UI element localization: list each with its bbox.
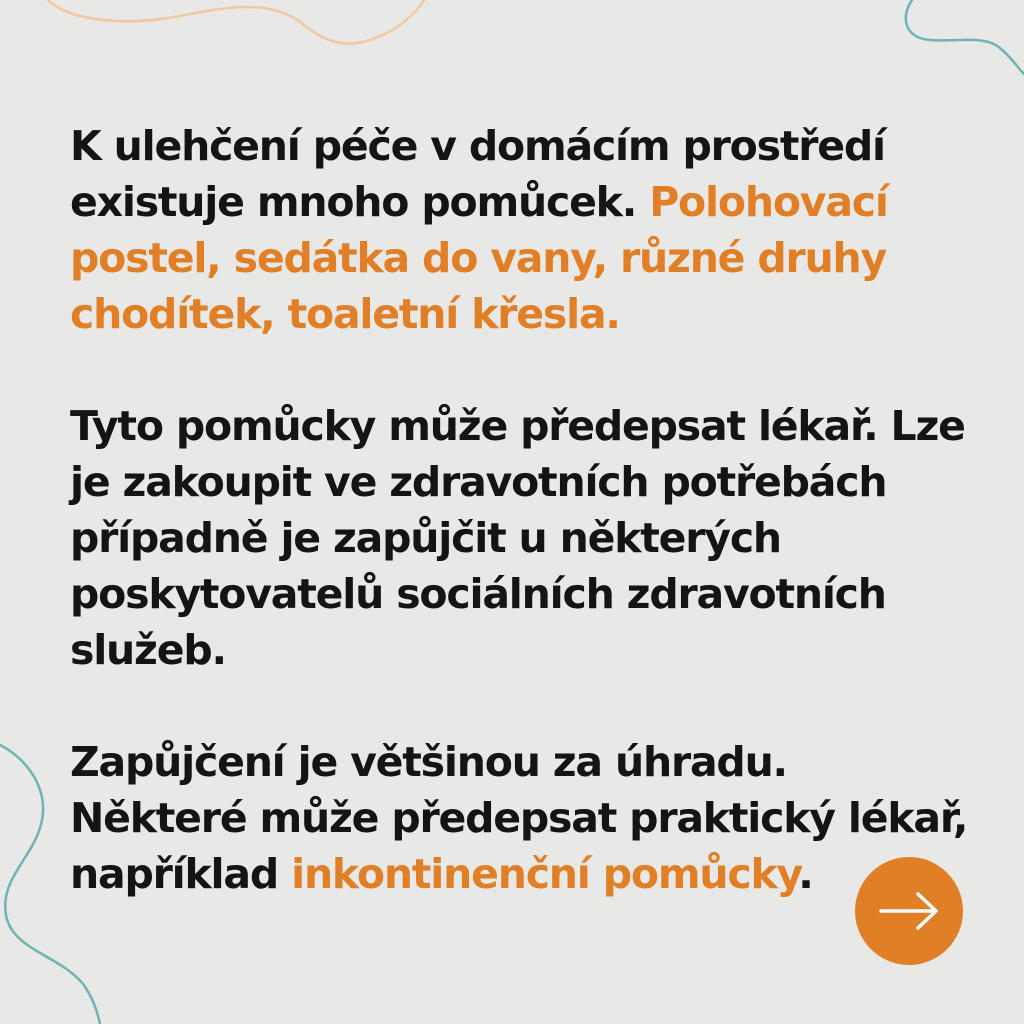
paragraph-aids-intro (70, 118, 970, 342)
paragraph-prescription (70, 398, 970, 678)
text-segment: K ulehčení péče v domácím prostředí existuje mnoho pomůcek. (70, 122, 885, 226)
main-text (70, 118, 970, 902)
peach-squiggle (48, 0, 424, 44)
arrow-right-icon (878, 891, 940, 931)
teal-squiggle-top-right (906, 0, 1024, 74)
highlight-segment: Polohovací postel, sedátka do vany, různé druhy chodítek, toaletní křesla. (70, 178, 888, 338)
paragraph-rental (70, 734, 970, 902)
highlight-segment: inkontinenční pomůcky (291, 850, 799, 898)
text-segment: Zapůjčení je většinou za úhradu. Některé může předepsat praktický lékař, například (70, 738, 968, 898)
text-segment: . (798, 850, 813, 898)
text-segment: Tyto pomůcky může předepsat lékař. Lze je zakoupit ve zdravotních potřebách případně je zapůjčit u některých poskytovatelů sociálních zdravotních služeb. (70, 402, 965, 674)
next-button[interactable] (855, 857, 963, 965)
